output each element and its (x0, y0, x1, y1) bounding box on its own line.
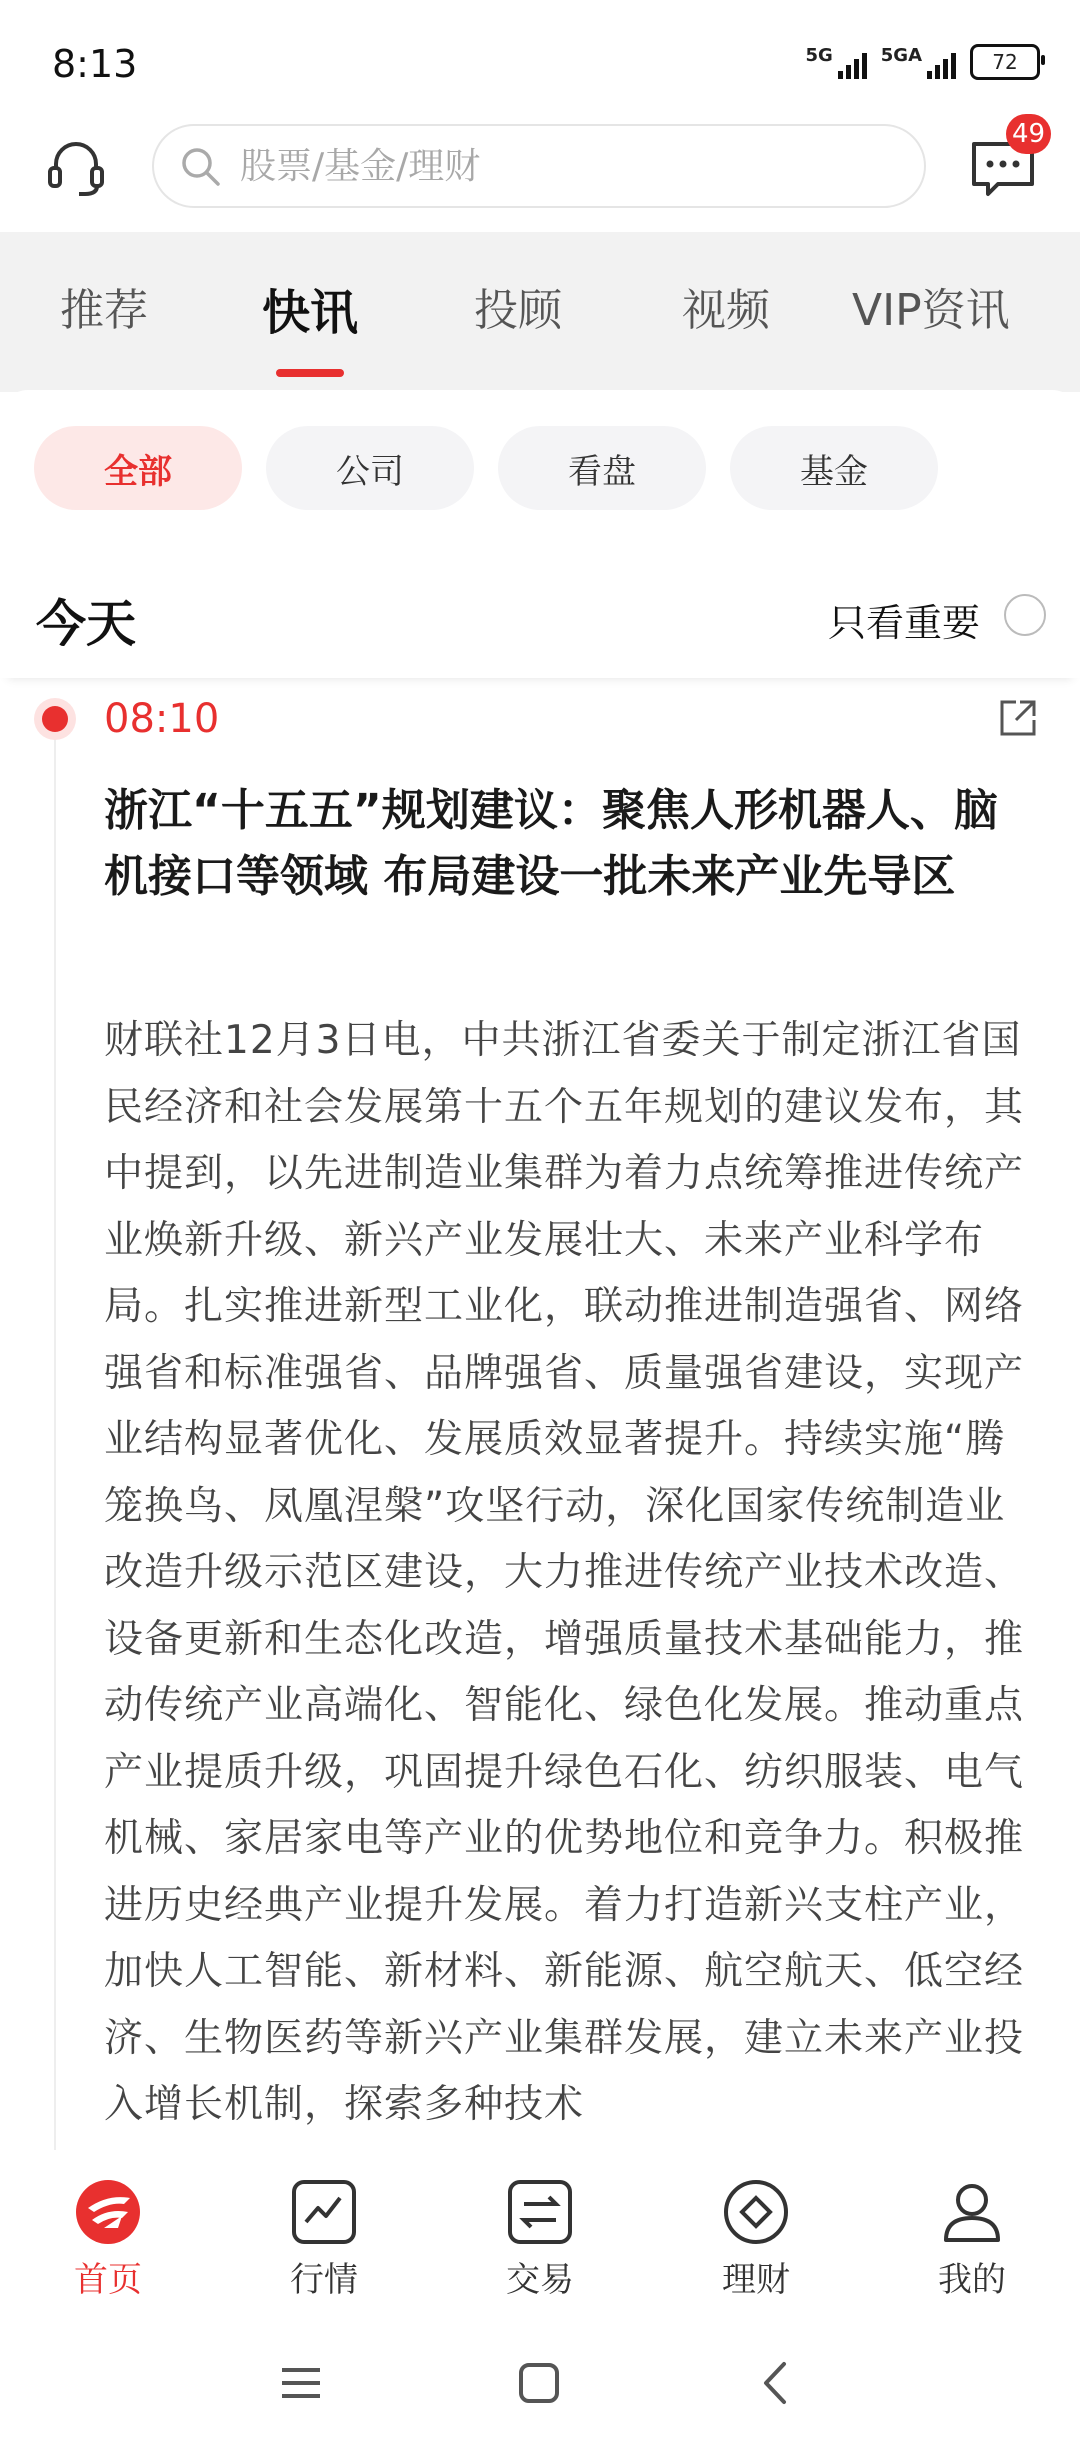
category-tabs (0, 232, 1080, 392)
menu-icon[interactable] (276, 2358, 326, 2408)
active-tab-indicator (276, 369, 344, 377)
search-bar[interactable] (152, 124, 926, 208)
nav-home[interactable] (0, 2150, 216, 2310)
tab-flash-news[interactable]: 快讯 (262, 274, 358, 343)
nav-home-label: 首页 (74, 2260, 142, 2300)
important-only-label[interactable]: 只看重要 (827, 601, 980, 645)
filter-market-watch[interactable]: 看盘 (498, 426, 706, 510)
trade-exchange-icon (506, 2178, 574, 2246)
nav-trade[interactable] (432, 2150, 648, 2310)
nav-wealth[interactable] (648, 2150, 864, 2310)
search-icon (178, 144, 222, 188)
filter-chips (34, 426, 938, 510)
nav-trade-label: 交易 (506, 2260, 574, 2300)
bottom-navigation (0, 2150, 1080, 2310)
nav-profile[interactable] (864, 2150, 1080, 2310)
customer-service-headset-icon[interactable] (44, 136, 108, 200)
nav-market[interactable] (216, 2150, 432, 2310)
home-logo-icon (74, 2178, 142, 2246)
tab-advisor[interactable]: 投顾 (474, 285, 562, 336)
home-square-icon[interactable] (514, 2358, 564, 2408)
news-time: 08:10 (104, 696, 220, 742)
back-chevron-icon[interactable] (752, 2358, 802, 2408)
share-icon[interactable] (996, 696, 1040, 740)
tab-video[interactable]: 视频 (682, 285, 770, 336)
filter-all[interactable]: 全部 (34, 426, 242, 510)
signal1-label: 5G (805, 45, 833, 66)
signal2-label: 5GA (880, 45, 922, 66)
nav-wealth-label: 理财 (722, 2260, 790, 2300)
timeline-dot-icon (34, 698, 76, 740)
news-body[interactable]: 财联社12月3日电，中共浙江省委关于制定浙江省国民经济和社会发展第十五个五年规划的建议发布，其中提到，以先进制造业集群为着力点统筹推进传统产业焕新升级、新兴产业发展壮大、未来产业科学布局。扎实推进新型工业化，联动推进制造强省、网络强省和标准强省、品牌强省、质量强省建设，实现产业结构显著优化、发展质效显著提升。持续实施“腾笼换鸟、凤凰涅槃”攻坚行动，深化国家传统制造业改造升级示范区建设，大力推进传统产业技术改造、设备更新和生态化改造，增强质量技术基础能力，推动传统产业高端化、智能化、绿色化发展。推动重点产业提质升级，巩固提升绿色石化、纺织服装、电气机械、家居家电等产业的优势地位和竞争力。积极推进历史经典产业提升发展。着力打造新兴支柱产业，加快人工智能、新材料、新能源、航空航天、低空经济、生物医药等新兴产业集群发展，建立未来产业投入增长机制，探索多种技术 (104, 1018, 1025, 2127)
filter-company[interactable]: 公司 (266, 426, 474, 510)
top-header (0, 120, 1080, 230)
important-only-toggle[interactable] (1004, 594, 1046, 636)
news-feed-card (0, 390, 1080, 2150)
date-section-header (0, 558, 1080, 678)
wealth-diamond-icon (722, 2178, 790, 2246)
battery-icon (970, 44, 1040, 80)
news-headline[interactable]: 浙江“十五五”规划建议：聚焦人形机器人、脑机接口等领域 布局建设一批未来产业先导区 (104, 785, 998, 902)
nav-market-label: 行情 (290, 2260, 358, 2300)
battery-level: 72 (992, 50, 1018, 74)
status-time: 8:13 (52, 42, 138, 86)
tab-recommend[interactable]: 推荐 (60, 285, 148, 336)
section-title: 今天 (36, 595, 136, 653)
status-bar (0, 0, 1080, 120)
timeline-line (54, 712, 56, 2150)
message-badge: 49 (1006, 114, 1051, 154)
system-navigation-bar (0, 2310, 1080, 2460)
tab-vip-news[interactable]: VIP资讯 (852, 285, 1010, 336)
signal-5g-icon (805, 45, 866, 79)
status-icons (805, 44, 1040, 80)
nav-profile-label: 我的 (938, 2260, 1006, 2300)
signal-5ga-icon (881, 45, 956, 79)
search-input[interactable] (238, 145, 802, 188)
filter-fund[interactable]: 基金 (730, 426, 938, 510)
profile-icon (938, 2178, 1006, 2246)
market-chart-icon (290, 2178, 358, 2246)
